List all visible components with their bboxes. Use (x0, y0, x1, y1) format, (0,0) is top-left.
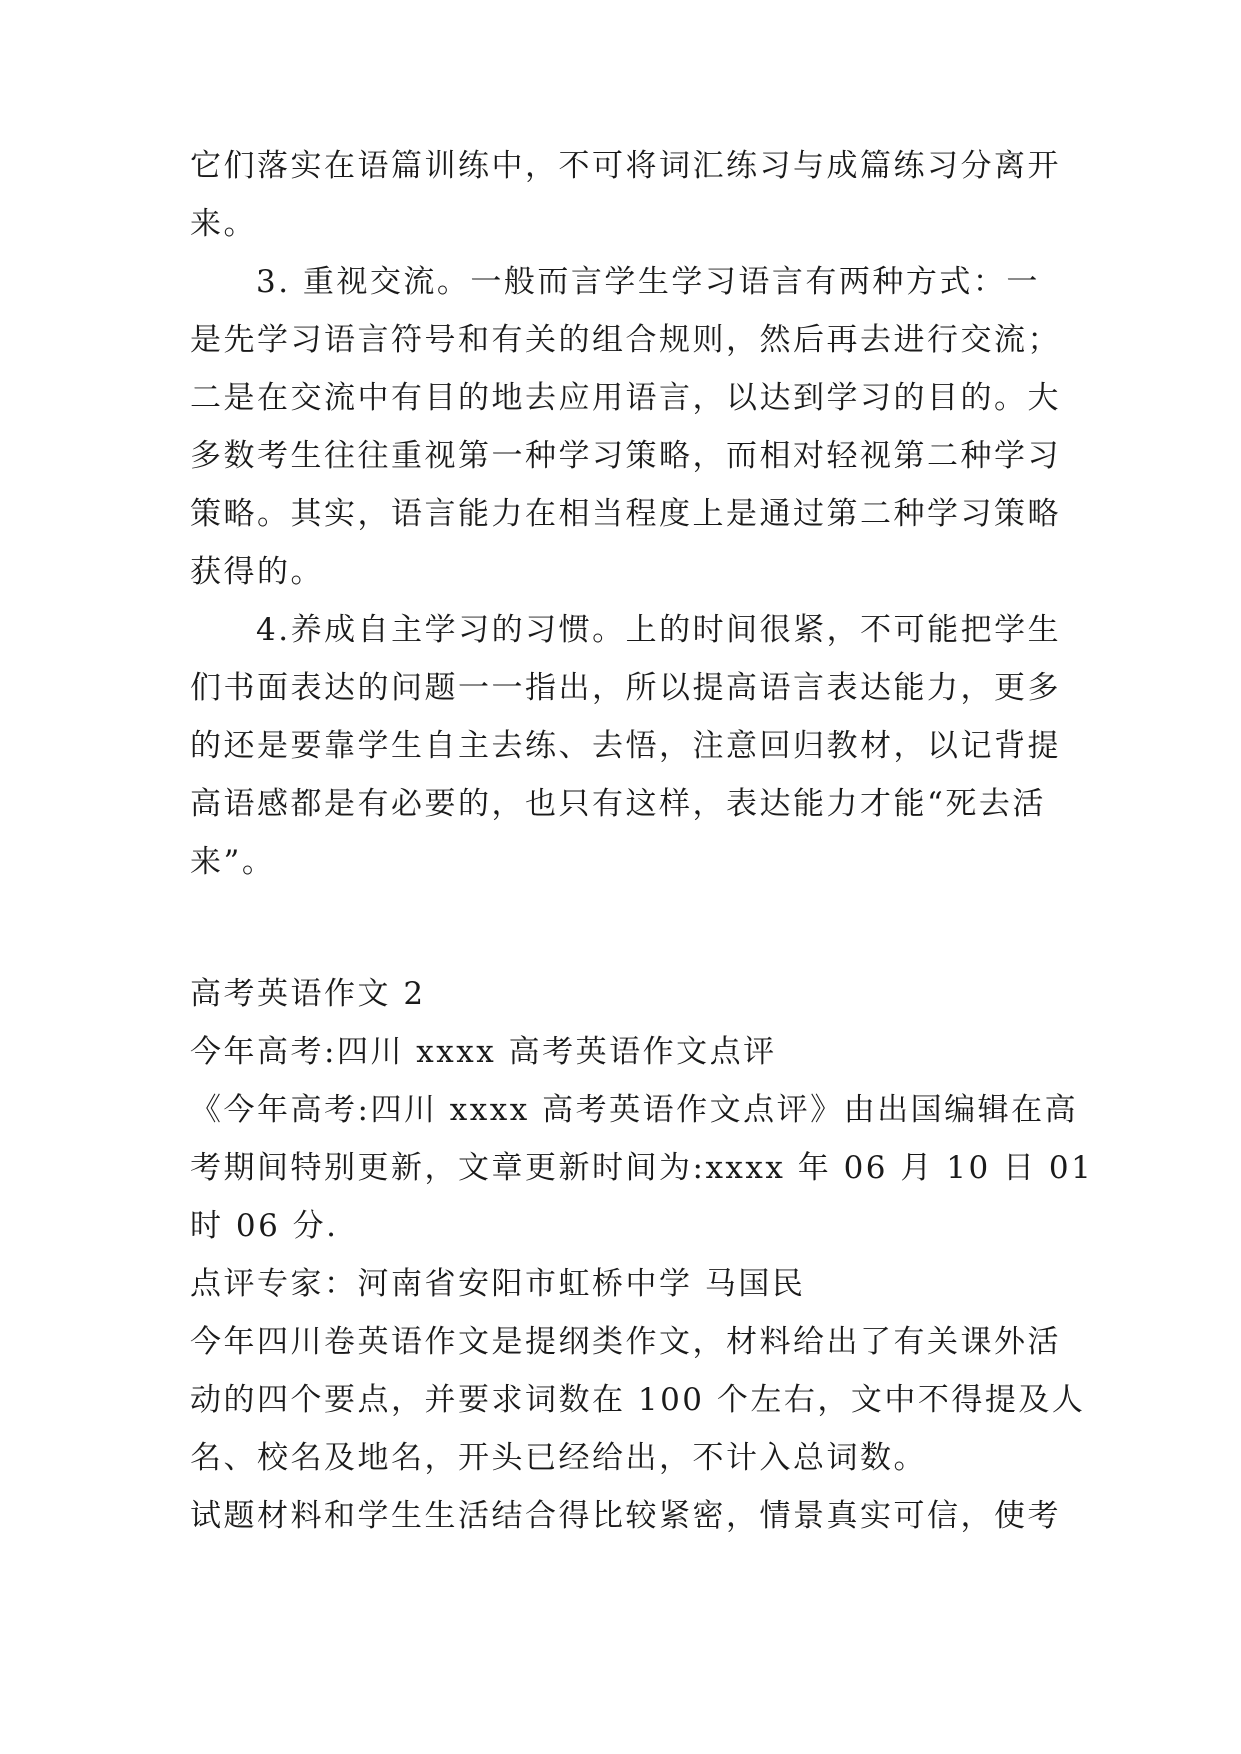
paragraph-line: 名、校名及地名，开头已经给出，不计入总词数。 (190, 1440, 927, 1476)
paragraph-line: 《今年高考:四川 xxxx 高考英语作文点评》由出国编辑在高 (190, 1092, 1079, 1128)
paragraph-line: 获得的。 (190, 554, 324, 590)
paragraph-line: 是先学习语言符号和有关的组合规则，然后再去进行交流； (190, 322, 1061, 358)
paragraph-line: 试题材料和学生生活结合得比较紧密，情景真实可信，使考 (190, 1498, 1061, 1534)
paragraph-line: 多数考生往往重视第一种学习策略，而相对轻视第二种学习 (190, 438, 1061, 474)
paragraph-line: 的还是要靠学生自主去练、去悟，注意回归教材，以记背提 (190, 728, 1061, 764)
paragraph-line: 考期间特别更新，文章更新时间为:xxxx 年 06 月 10 日 01 (190, 1150, 1094, 1186)
article-title: 今年高考:四川 xxxx 高考英语作文点评 (190, 1034, 777, 1070)
paragraph-line: 它们落实在语篇训练中，不可将词汇练习与成篇练习分离开 (190, 148, 1061, 184)
paragraph-line: 二是在交流中有目的地去应用语言，以达到学习的目的。大 (190, 380, 1061, 416)
body-text-top (190, 137, 1060, 891)
paragraph-line: 今年四川卷英语作文是提纲类作文，材料给出了有关课外活 (190, 1324, 1061, 1360)
paragraph-line: 策略。其实，语言能力在相当程度上是通过第二种学习策略 (190, 496, 1061, 532)
section-title: 高考英语作文 2 (190, 976, 426, 1012)
paragraph-line: 3. 重视交流。一般而言学生学习语言有两种方式：一 (256, 264, 1040, 300)
body-text-bottom (190, 965, 1094, 1545)
paragraph-line: 动的四个要点，并要求词数在 100 个左右，文中不得提及人 (190, 1382, 1086, 1418)
paragraph-line: 来。 (190, 206, 257, 242)
paragraph-line: 时 06 分. (190, 1208, 339, 1244)
paragraph-line: 4.养成自主学习的习惯。上的时间很紧，不可能把学生 (256, 612, 1062, 648)
reviewer-line: 点评专家：河南省安阳市虹桥中学 马国民 (190, 1266, 806, 1302)
paragraph-line: 高语感都是有必要的，也只有这样，表达能力才能“死去活 (190, 786, 1046, 822)
paragraph-line: 们书面表达的问题一一指出，所以提高语言表达能力，更多 (190, 670, 1061, 706)
paragraph-line: 来”。 (190, 844, 276, 880)
